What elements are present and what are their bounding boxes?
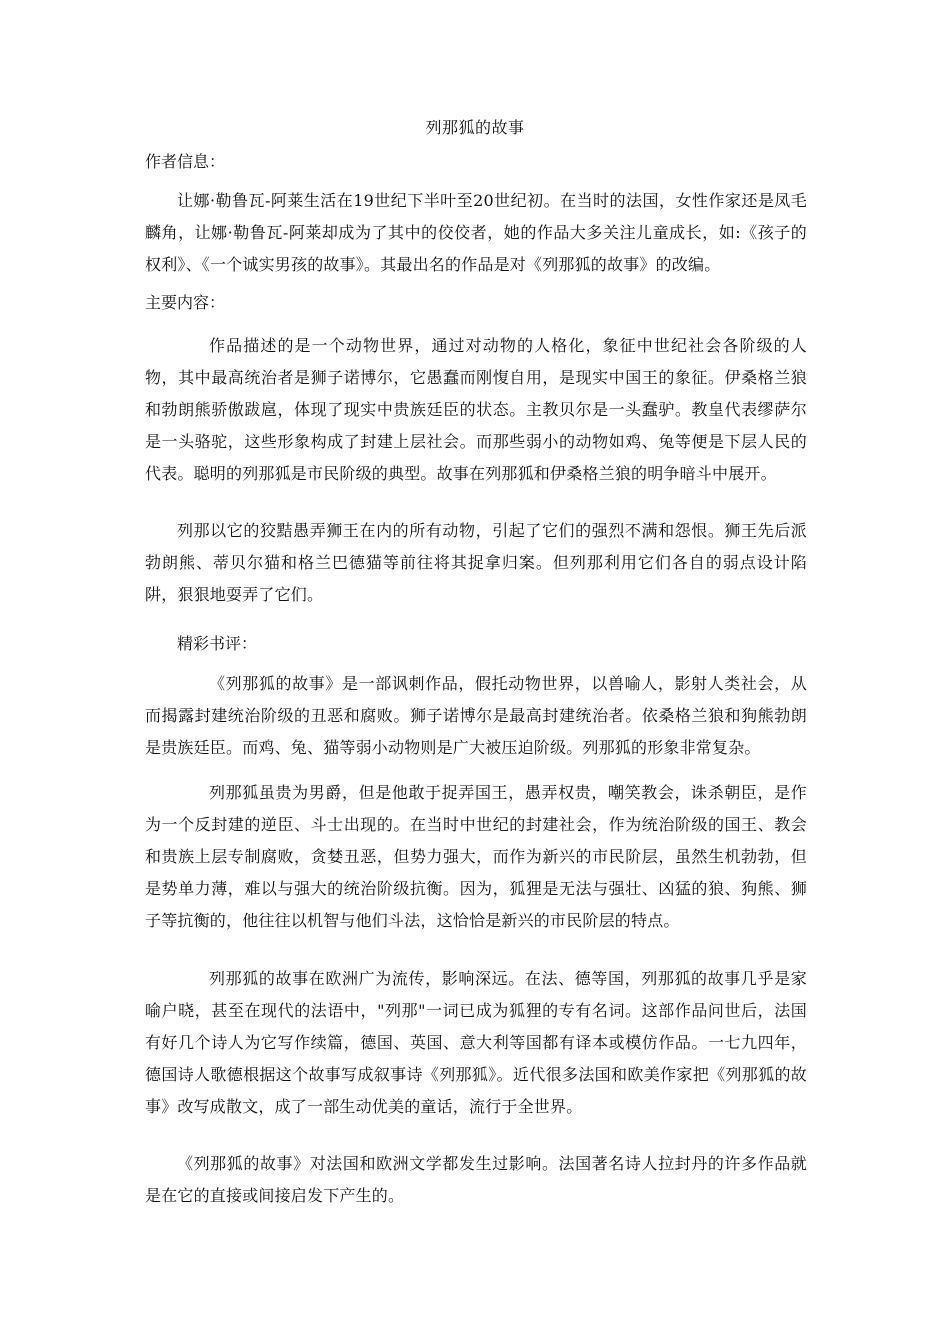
- review-paragraph: 《列那狐的故事》是一部讽刺作品，假托动物世界，以兽喻人，影射人类社会，从而揭露封建统治阶级的丑恶和腐败。狮子诺博尔是最高封建统治者。依桑格兰狼和狗熊勃朗是贵族廷臣。而鸡、兔、猫等弱小动物则是广大被压迫阶级。列那狐的形象非常复杂。: [145, 674, 807, 757]
- content-section-label: 主要内容：: [145, 293, 226, 312]
- author-paragraph: 让娜·勒鲁瓦-阿莱生活在19世纪下半叶至20世纪初。在当时的法国，女性作家还是凤毛麟角，让娜·勒鲁瓦-阿莱却成为了其中的佼佼者，她的作品大多关注儿童成长，如:《孩子的权利》、《一个诚实男孩的故事》。其最出名的作品是对《列那狐的故事》的改编。: [145, 191, 807, 274]
- document-title: 列那狐的故事: [425, 118, 525, 137]
- review-paragraph: 列那狐虽贵为男爵，但是他敢于捉弄国王，愚弄权贵，嘲笑教会，诛杀朝臣，是作为一个反封建的逆臣、斗士出现的。在当时中世纪的封建社会，作为统治阶级的国王、教会和贵族上层专制腐败，贪婪丑恶，但势力强大，而作为新兴的市民阶层，虽然生机勃勃，但是势单力薄，难以与强大的统治阶级抗衡。因为，狐狸是无法与强壮、凶猛的狼、狗熊、狮子等抗衡的，他往往以机智与他们斗法，这恰恰是新兴的市民阶层的特点。: [145, 783, 807, 930]
- review-paragraph: 列那狐的故事在欧洲广为流传，影响深远。在法、德等国，列那狐的故事几乎是家喻户晓，甚至在现代的法语中，"列那"一词已成为狐狸的专有名词。这部作品问世后，法国有好几个诗人为它写作续篇，德国、英国、意大利等国都有译本或模仿作品。一七九四年，德国诗人歌德根据这个故事写成叙事诗《列那狐》。近代很多法国和欧美作家把《列那狐的故事》改写成散文，成了一部生动优美的童话，流行于全世界。: [145, 969, 807, 1116]
- author-section-label: 作者信息：: [145, 152, 226, 171]
- content-paragraph: 作品描述的是一个动物世界，通过对动物的人格化，象征中世纪社会各阶级的人物，其中最高统治者是狮子诺博尔，它愚蠢而刚愎自用，是现实中国王的象征。伊桑格兰狼和勃朗熊骄傲跋扈，体现了现实中贵族廷臣的状态。主教贝尔是一头蠢驴。教皇代表缪萨尔是一头骆驼，这些形象构成了封建上层社会。而那些弱小的动物如鸡、兔等便是下层人民的代表。聪明的列那狐是市民阶级的典型。故事在列那狐和伊桑格兰狼的明争暗斗中展开。: [145, 336, 807, 483]
- review-section-label: 精彩书评：: [177, 634, 258, 653]
- content-paragraph: 列那以它的狡黠愚弄狮王在内的所有动物，引起了它们的强烈不满和怨恨。狮王先后派勃朗熊、蒂贝尔猫和格兰巴德猫等前往将其捉拿归案。但列那利用它们各自的弱点设计陷阱，狠狠地耍弄了它们。: [145, 521, 807, 604]
- review-paragraph: 《列那狐的故事》对法国和欧洲文学都发生过影响。法国著名诗人拉封丹的许多作品就是在它的直接或间接启发下产生的。: [145, 1154, 807, 1205]
